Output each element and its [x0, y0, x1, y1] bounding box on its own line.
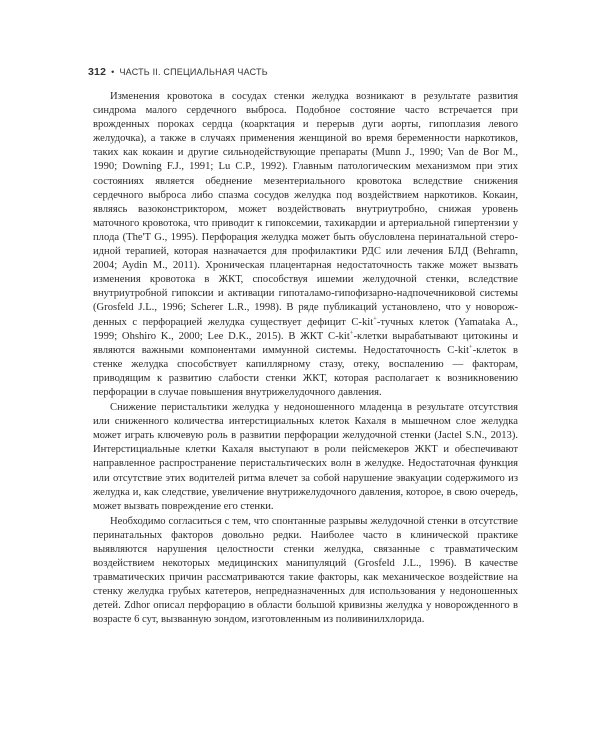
superscript-plus: + — [469, 343, 473, 351]
superscript-plus: + — [373, 314, 377, 322]
paragraph-blood-flow — [93, 90, 518, 400]
text-segment: Изменения кровотока в сосудах стенки желудка возникают в результате развития синдрома малого сердечного выброса. Подобное состояние часто встречается при врожденных пороках сердца (коарктация и перерыв дуги аорты, гипоплазия левого желудочка), а также в случаях применения женщиной во время беременности наркотиков, таких как кокаин и другие сильнодействующие препараты (Munn J., 1990; Van de Bor M., 1990; Downing F.J., 1991; Lu C.P., 1992). Главным патологическим механизмом при этих состояниях является обеднение мезентериального кровотока вследствие снижения сердечного выброса либо спазма сосудов желудка под воздействием наркотиков. Кокаин, являясь вазоконстриктором, может воздействовать внутриутробно, снижая уровень маточного кровотока, что приводит к гипоксемии, тахикардии и артериальной гипертензии у плода (The'T G., 1995). Перфорация желудка может быть обусловлена перинатальной стероидной терапией, которая назначается для профилактики РДС или лечения БЛД (Behramn, 2004; Aydin M., 2011). Хроническая плацентарная недостаточность также может вызвать изменения кровотока в ЖКТ, способствуя ишемии желудочной стенки, вследствие внутриутробной гипоксии и активации гипоталамо-гипофизарно-надпочечниковой системы (Grosfeld J.L., 1996; Scherer L.R., 1998). В ряде публикаций установлено, что у новорожденных с перфорацией желудка существует дефицит C-kit — [93, 91, 518, 328]
page-number: 312 — [88, 66, 107, 78]
paragraph-peristalsis — [93, 401, 518, 514]
paragraph-trauma — [93, 515, 518, 628]
text-segment: -тучных клеток (Yamataka A., 1999; Ohshiro K., 2000; Lee D.K., 2015). В ЖКТ C-kit — [93, 316, 518, 342]
body-text — [93, 90, 518, 628]
section-title: ЧАСТЬ II. СПЕЦИАЛЬНАЯ ЧАСТЬ — [119, 67, 268, 77]
bullet-separator: • — [111, 67, 115, 77]
text-segment: Снижение перистальтики желудка у недоношенного младенца в результате отсутствия или сниженного количества интерстициальных клеток Кахаля в мышечном слое желудка может играть ключевую роль в развитии перфорации желудочной стенки (Jactel S.N., 2013). Интерстициальные клетки Кахаля выступают в роли пейсмекеров ЖКТ и обеспечивают направленное распространение перистальтических волн в желудке. Недостаточная функция или отсутствие этих водителей ритма влечет за собой нарушение эвакуации содержимого из желудка и, как следствие, увеличение внутрижeлудочного давления, которое, в свою очередь, может вызвать повреждение его стенки. — [93, 402, 518, 512]
text-segment: Необходимо согласиться с тем, что спонтанные разрывы желудочной стенки в отсутствие перинатальных факторов довольно редки. Наиболее часто в клинической практике выявляются нарушения целостности стенки желудка, связанные с травматическим воздействием некоторых медицинских манипуляций (Grosfeld J.L., 1996). В качестве травматических причин рассматриваются такие факторы, как механическое воздействие на стенку желудка грубых катетеров, непредназначенных для использования у недоношенных детей. Zdhor описал перфорацию в области большой кривизны желудка у новорожденного в возрасте 6 сут, вызванную зондом, изготовленным из поливинилхлорида. — [93, 515, 518, 626]
text-segment: -клеток в стенке желудка способствует капиллярному стазу, отеку, воспалению — факторам, приводящим к развитию слабости стенки ЖКТ, которая располагает к возникновению перфорации в случае повышения внутрижелудочного давления. — [93, 344, 518, 398]
running-head — [88, 64, 518, 80]
superscript-plus: + — [349, 329, 354, 337]
text-segment: -клетки вырабатывают цитокины и являются важными компонентами иммунной системы. Недостаточность C-kit — [93, 330, 518, 356]
